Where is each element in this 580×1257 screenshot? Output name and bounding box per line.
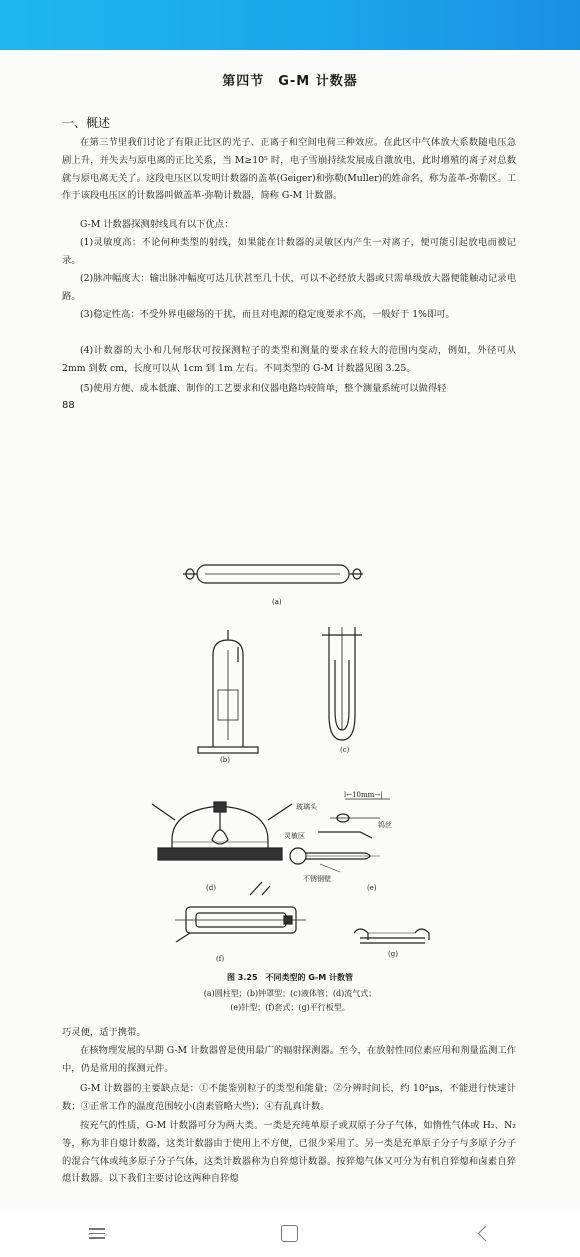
page-number: 88 (62, 400, 75, 411)
paragraph-advantages-lead: G-M 计数器探测射线具有以下优点： (80, 219, 234, 230)
annotation-dimension: l←10mm→| (344, 791, 383, 799)
figure-label-e: (e) (367, 884, 377, 892)
paragraph-intro: 在第三节里我们讨论了有限正比区的光子、正离子和空间电荷三种效应。在此区中气体放大系数随电压急剧上升，并失去与原电离的正比关系，当 M≥10⁵ 时，电子雪崩持续发展成自激放电，此时增殖的离子对总数就与原电离无关了。这段电压区以发明计数器的盖革(Geiger)和弥勒(Muller)的姓命名，称为盖革-弥勒区。工作于该段电压区的计数器叫做盖革-弥勒计数器，简称 G-M 计数器。 (62, 137, 516, 202)
figure-label-c: (c) (340, 746, 350, 754)
paragraph-disadvantages: G-M 计数器的主要缺点是：①不能鉴别粒子的类型和能量；②分辨时间长，约 10²μs，不能进行快速计数；③正常工作的温度范围较小(卤素管略大些)；④有乱真计数。 (62, 1083, 516, 1112)
annotation-tungsten-wire: 钨丝 (378, 821, 392, 829)
figure-label-a: (a) (272, 598, 282, 606)
figure-label-b: (b) (220, 756, 230, 764)
figure-caption-line-2: (e)针型；(f)套式；(g)平行板型。 (230, 1003, 350, 1012)
paragraph-history: 在核物理发展的早期 G-M 计数器曾是使用最广的辐射探测器。至今，在放射性同位素应用和剂量监测工作中，仍是常用的探测元件。 (62, 1045, 516, 1074)
counter-gasflow-drawing (152, 802, 292, 860)
back-icon (478, 1226, 494, 1242)
home-icon (281, 1225, 298, 1242)
paragraph-advantage-5: (5)使用方便、成本低廉、制作的工艺要求和仪器电路均较简单，整个测量系统可以做得轻 (80, 383, 447, 394)
paragraph-advantage-1: (1)灵敏度高：不论何种类型的射线，如果能在计数器的灵敏区内产生一对离子，便可能引起放电而被记录。 (62, 237, 516, 266)
page-title: 第四节 G-M 计数器 (222, 74, 358, 89)
counter-liquid-drawing (322, 627, 362, 740)
figure-label-d: (d) (206, 884, 216, 892)
paragraph-advantage-4: (4)计数器的大小和几何形状可按探测粒子的类型和测量的要求在较大的范围内变动，例如，外径可从 2mm 到数 cm，长度可以从 1cm 到 1m 左右。不同类型的 G-M 计数器见图 3.25。 (62, 345, 516, 374)
navigation-bar (0, 1210, 580, 1257)
figure-caption-title: 图 3.25 不同类型的 G-M 计数管 (227, 973, 353, 982)
paragraph-advantage-3: (3)稳定性高：不受外界电磁场的干扰，而且对电源的稳定度要求不高，一般好于 1%即可。 (80, 309, 455, 320)
counter-sleeve-drawing (175, 882, 306, 942)
figure-label-f: (f) (216, 955, 225, 963)
annotation-glass-bead: 玻璃头 (296, 803, 317, 811)
menu-icon (89, 1225, 105, 1242)
counter-bell-drawing (198, 630, 258, 753)
paragraph-continuation: 巧灵便，适于携带。 (62, 1027, 146, 1038)
counter-cylindrical-drawing (183, 565, 363, 583)
paragraph-advantage-2: (2)脉冲幅度大：输出脉冲幅度可达几伏甚至几十伏，可以不必经放大器或只需单级放大器便能触动记录电路。 (62, 273, 516, 302)
menu-button[interactable] (77, 1219, 117, 1249)
annotation-sensitive-zone: 灵敏区 (284, 832, 305, 840)
home-button[interactable] (270, 1219, 310, 1249)
status-bar (0, 0, 580, 50)
figure-caption-line-1: (a)圆柱型；(b)钟罩型；(c)液体管；(d)流气式； (203, 989, 377, 998)
document-page[interactable] (0, 50, 580, 1210)
back-button[interactable] (463, 1219, 503, 1249)
paragraph-classification: 按充气的性质，G-M 计数器可分为两大类。一类是充纯单原子或双原子分子气体，如惰性气体或 H₂、N₂ 等，称为非自熄计数器，这类计数器由于使用上不方便，已很少采用了。另一类是充单原子分子与多原子分子的混合气体或纯多原子分子气体，这类计数器称为自猝熄计数器。按猝熄气体又可分为有机自猝熄和卤素自猝熄计数器。以下我们主要讨论这两种自猝熄 (62, 1120, 516, 1185)
figure-label-g: (g) (388, 950, 398, 958)
counter-parallel-plate-drawing (354, 929, 429, 943)
annotation-stainless-wall: 不锈钢壁 (303, 875, 331, 883)
section-heading: 一、概述 (62, 116, 111, 130)
